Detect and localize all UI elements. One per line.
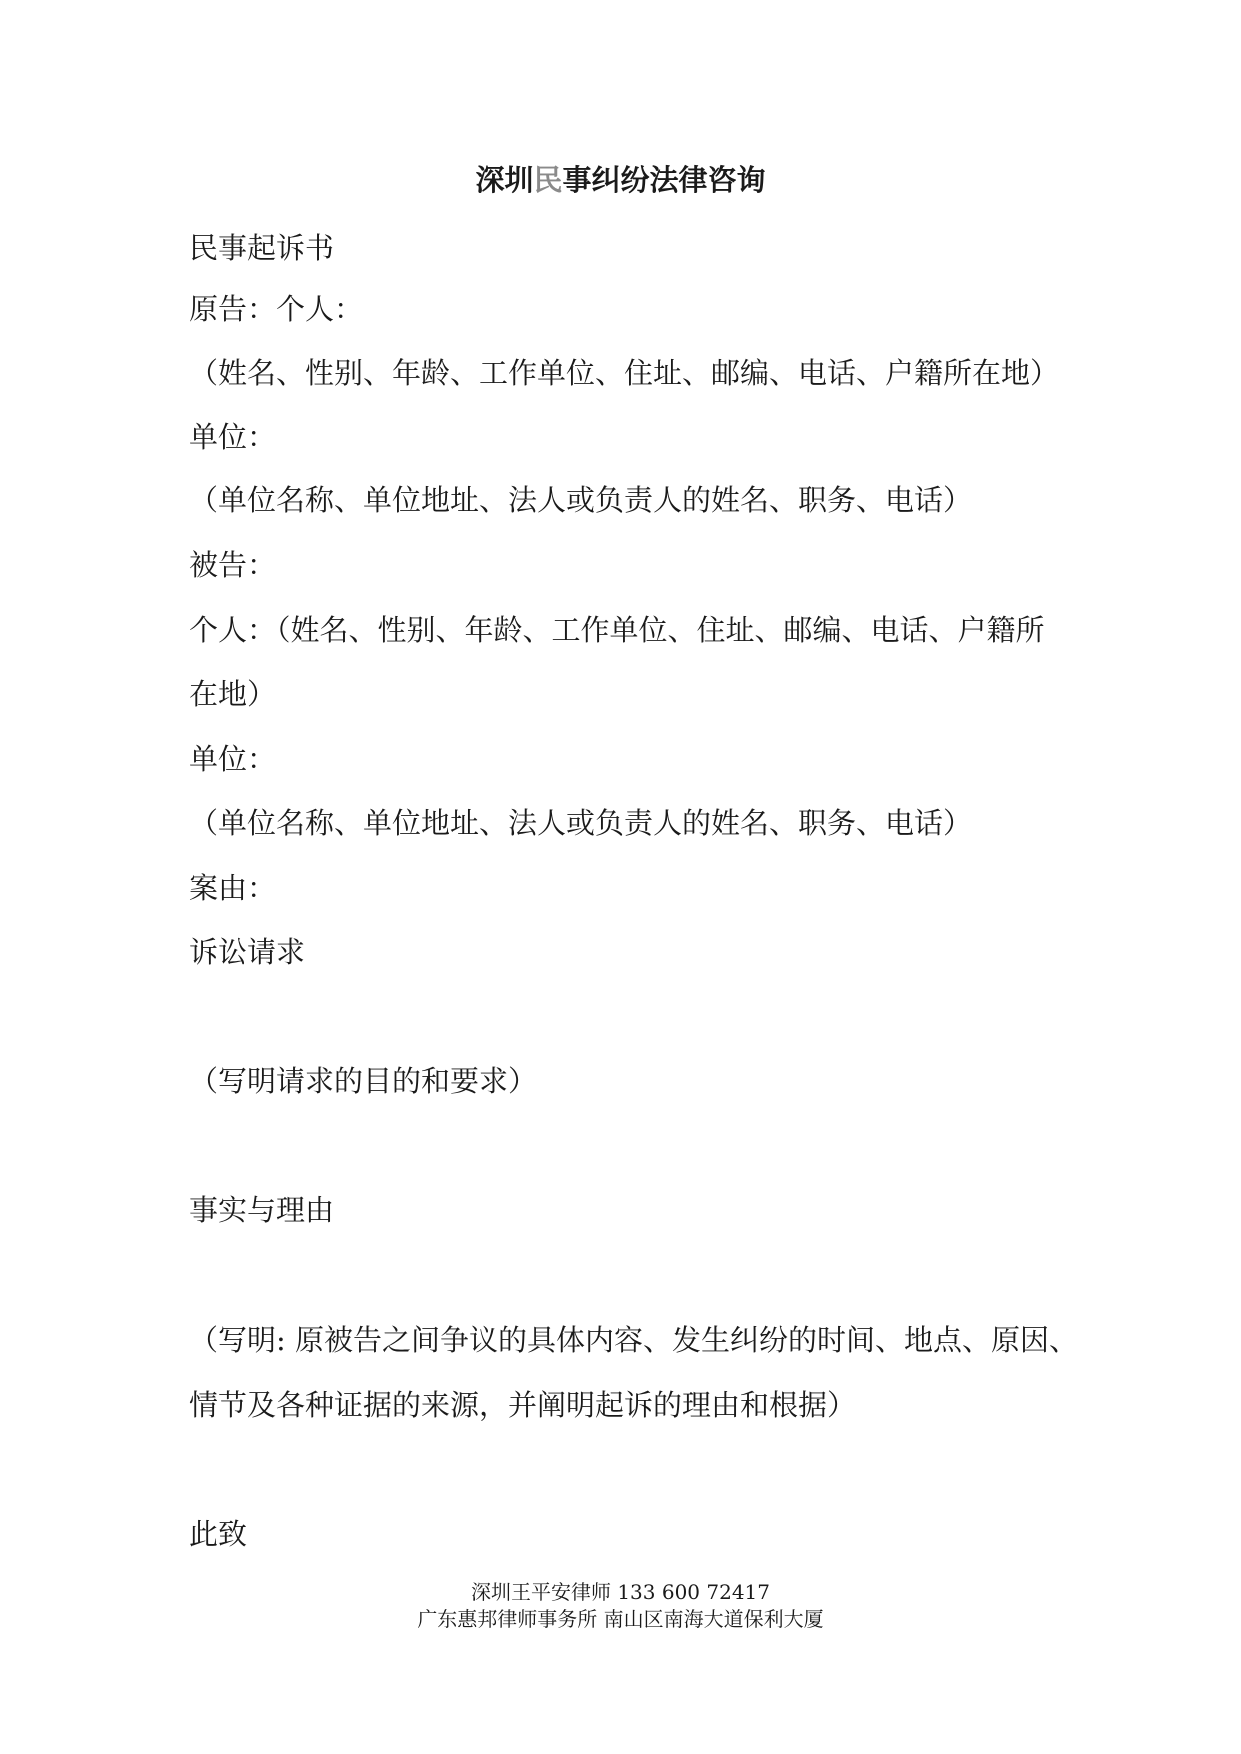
title-part-2: 事纠纷法律咨询: [562, 163, 766, 197]
closing-salutation: 此致: [189, 1517, 248, 1551]
facts-instruction: （写明: 原被告之间争议的具体内容、发生纠纷的时间、地点、原因、: [189, 1323, 1078, 1357]
doc-heading: 民事起诉书: [189, 231, 335, 265]
defendant-individual-details: 个人：（姓名、性别、年龄、工作单位、住址、邮编、电话、户籍所: [189, 613, 1045, 647]
defendant-individual-details-cont: 在地）: [189, 677, 277, 711]
case-cause-label: 案由：: [189, 871, 277, 905]
defendant-unit-details: （单位名称、单位地址、法人或负责人的姓名、职务、电话）: [189, 806, 973, 840]
footer-contact: 深圳王平安律师 133 600 72417: [470, 1580, 771, 1604]
plaintiff-label: 原告：个人：: [189, 292, 364, 326]
footer-address: 广东惠邦律师事务所 南山区南海大道保利大厦: [417, 1607, 824, 1631]
defendant-unit-label: 单位：: [189, 742, 277, 776]
title-highlight: 民: [533, 163, 563, 197]
claims-instruction: （写明请求的目的和要求）: [189, 1064, 538, 1098]
claims-heading: 诉讼请求: [189, 935, 306, 969]
title-part-1: 深圳: [475, 163, 534, 197]
plaintiff-individual-details: （姓名、性别、年龄、工作单位、住址、邮编、电话、户籍所在地）: [189, 356, 1060, 390]
plaintiff-unit-label: 单位：: [189, 420, 277, 454]
plaintiff-unit-details: （单位名称、单位地址、法人或负责人的姓名、职务、电话）: [189, 483, 973, 517]
document-title: [0, 160, 1241, 200]
defendant-label: 被告：: [189, 548, 277, 582]
facts-heading: 事实与理由: [189, 1193, 335, 1227]
facts-instruction-cont: 情节及各种证据的来源，并阐明起诉的理由和根据）: [189, 1388, 857, 1422]
